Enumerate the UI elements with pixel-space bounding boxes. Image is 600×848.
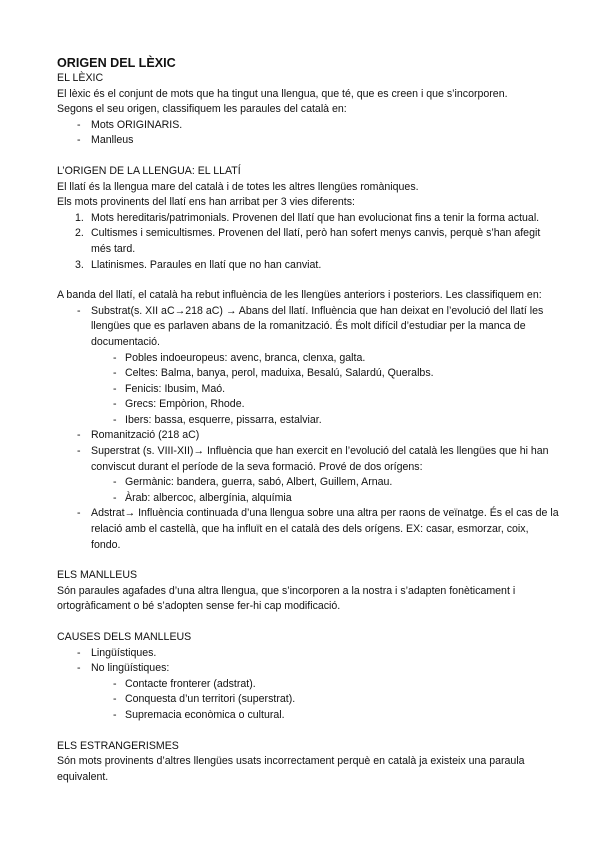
lexic-paragraph-2: Segons el seu origen, classifiquem les paraules del català en: xyxy=(57,103,347,116)
bullet-dash: - xyxy=(77,134,81,147)
list-item: - Lingüístiques. xyxy=(77,646,157,659)
origen-paragraph-2: Els mots provinents del llatí ens han arribat per 3 vies diferents: xyxy=(57,196,355,209)
list-item: - No lingüístiques: - Contacte fronterer (adstrat). - Conquesta d’un territori (superstrat). - Supremacia econòmica o cultural. xyxy=(57,661,560,723)
substrat-sublist xyxy=(91,351,560,429)
lexic-paragraph-1: El lèxic és el conjunt de mots que ha tingut una llengua, que té, que es creen i que s’incorporen. xyxy=(57,87,508,100)
list-item: - Pobles indoeuropeus: avenc, branca, clenxa, galta. xyxy=(113,351,366,364)
origen-numbered-list xyxy=(57,211,560,273)
list-item: - Germànic: bandera, guerra, sabó, Albert, Guillem, Arnau. xyxy=(113,476,393,489)
influencia-list xyxy=(57,304,560,554)
list-item-substrat: - Substrat(s. XII aC→218 aC) → Abans del llatí. Influència que han deixat en l’evolució del llatí les llengües que es parlaven abans de la romanització. És molt difícil d’estudiar per la manca de documentació. - Pobles indoeuropeus: avenc, branca, clenxa, galta. - Celtes: Balma, banya, perol, maduixa, Besalú, Salardú, Queralbs. - Fenicis: Ibusim, Maó. - Grecs: Empòrion, Rhode. - Ibers: bassa, esquerre, pissarra, estalviar. xyxy=(57,304,560,429)
list-item: - Supremacia econòmica o cultural. xyxy=(113,708,285,721)
list-item: - Ibers: bassa, esquerre, pissarra, estalviar. xyxy=(113,413,322,426)
bullet-dash: - xyxy=(77,118,81,131)
list-item-superstrat: - Superstrat (s. VIII-XII)→ Influència que han exercit en l’evolució del català les llengües que hi han conviscut durant el període de la seva formació. Prové de dos orígens: - Germànic: bandera, guerra, sabó, Albert, Guillem, Arnau. - Àrab: albercoc, albergínia, alquímia xyxy=(57,444,560,506)
causes-sublist xyxy=(91,677,560,724)
manlleus-paragraph: Són paraules agafades d’una altra llengua, que s’incorporen a la nostra i s’adapten fonèticament i ortogràficament o bé s’adopten sense fer-hi cap modificació. xyxy=(57,584,516,613)
estrangerismes-paragraph: Són mots provinents d’altres llengües usats incorrectament perquè en català ja existeix una paraula equivalent. xyxy=(57,755,525,783)
section-heading-origen: L’ORIGEN DE LA LLENGUA: EL LLATÍ xyxy=(57,164,241,177)
superstrat-sublist xyxy=(91,475,560,506)
influencia-intro: A banda del llatí, el català ha rebut influència de les llengües anteriors i posteriors. Les classifiquem en: xyxy=(57,289,542,302)
list-item: 1. Mots hereditaris/patrimonials. Provenen del llatí que han evolucionat fins a tenir la forma actual. xyxy=(75,211,540,224)
list-item-romanitzacio: - Romanització (218 aC) xyxy=(77,429,200,442)
page-title: ORIGEN DEL LÈXIC xyxy=(57,56,176,70)
causes-list xyxy=(57,646,560,724)
section-heading-estrangerismes: ELS ESTRANGERISMES xyxy=(57,739,179,752)
section-heading-causes: CAUSES DELS MANLLEUS xyxy=(57,631,192,643)
list-item: - Manlleus xyxy=(57,133,560,149)
list-item: - Fenicis: Ibusim, Maó. xyxy=(113,382,226,395)
section-heading-manlleus: ELS MANLLEUS xyxy=(57,569,138,582)
list-item: - Àrab: albercoc, albergínia, alquímia xyxy=(113,491,292,504)
lexic-list xyxy=(57,118,560,149)
list-item: - Contacte fronterer (adstrat). xyxy=(113,677,256,690)
origen-paragraph-1: El llatí és la llengua mare del català i de totes les altres llengües romàniques. xyxy=(57,180,419,193)
list-item: - Grecs: Empòrion, Rhode. xyxy=(113,398,245,411)
list-item: - Celtes: Balma, banya, perol, maduixa, Besalú, Salardú, Queralbs. xyxy=(113,367,434,380)
list-item: - Mots ORIGINARIS. xyxy=(57,118,560,134)
list-item-adstrat: - Adstrat→ Influència continuada d’una llengua sobre una altra per raons de veïnatge. És el cas de la relació amb el castellà, que ha influït en el català des dels orígens. EX: casar, esmorzar, coix, fondo. xyxy=(77,507,559,551)
list-item: - Conquesta d’un territori (superstrat). xyxy=(113,693,296,706)
section-heading-lexic: EL LÈXIC xyxy=(57,72,104,84)
list-item: 2. Cultismes i semicultismes. Provenen del llatí, però han sofert menys canvis, perquè s’han afegit més tard. xyxy=(75,227,541,255)
list-item: 3. Llatinismes. Paraules en llatí que no han canviat. xyxy=(75,258,322,271)
